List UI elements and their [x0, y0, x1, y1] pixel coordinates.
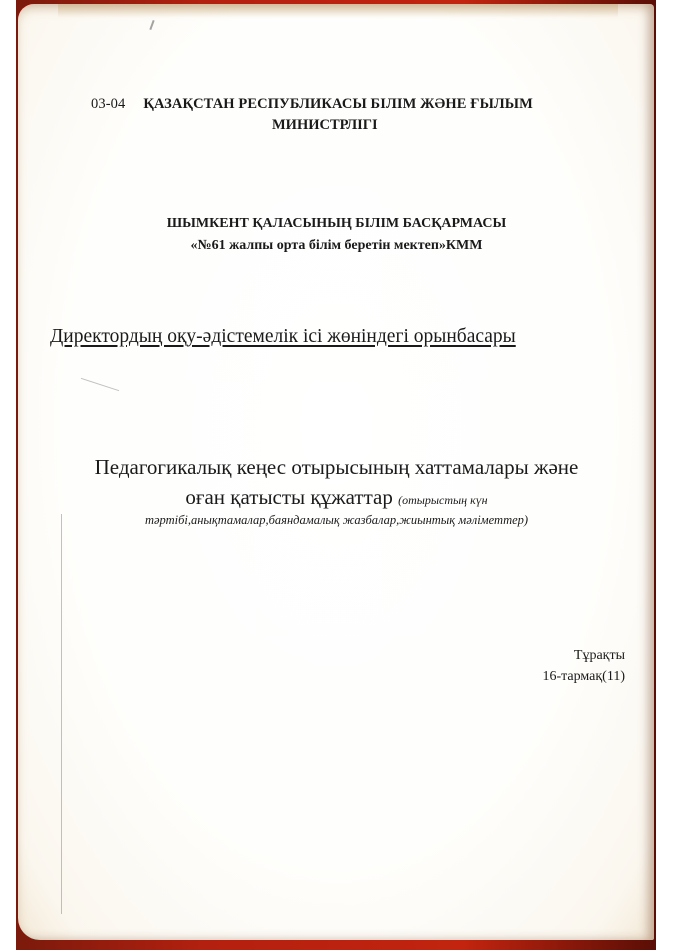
ministry-name: ҚАЗАҚСТАН РЕСПУБЛИКАСЫ БІЛІМ ЖӘНЕ ҒЫЛЫМ — [143, 96, 533, 112]
document-code: 03-04 — [91, 96, 126, 112]
retention-clause: 16-тармақ(11) — [542, 669, 625, 684]
main-title-line-1: Педагогикалық кеңес отырысының хаттамалары және — [94, 455, 579, 479]
ministry-header-line — [91, 96, 533, 113]
main-title-line-2 — [0, 485, 673, 510]
retention-period: Тұрақты — [573, 648, 625, 663]
ministry-name-continued: МИНИСТРЛІГІ — [272, 117, 378, 133]
main-title-text: оған қатысты құжаттар — [185, 485, 399, 509]
paper-crease — [61, 514, 62, 914]
paper-stain — [58, 4, 618, 18]
department-name: ШЫМКЕНТ ҚАЛАСЫНЫҢ БІЛІМ БАСҚАРМАСЫ — [166, 216, 507, 231]
position-title: Директордың оқу-әдістемелік ісі жөніндегі орынбасары — [50, 326, 516, 347]
main-title-note: (отырыстың күн — [398, 493, 488, 507]
main-title-note-line: тәртібі,анықтамалар,баяндамалық жазбалар,жиынтық мәліметтер) — [144, 513, 529, 527]
school-name: «№61 жалпы орта білім беретін мектеп»КММ — [190, 238, 483, 253]
